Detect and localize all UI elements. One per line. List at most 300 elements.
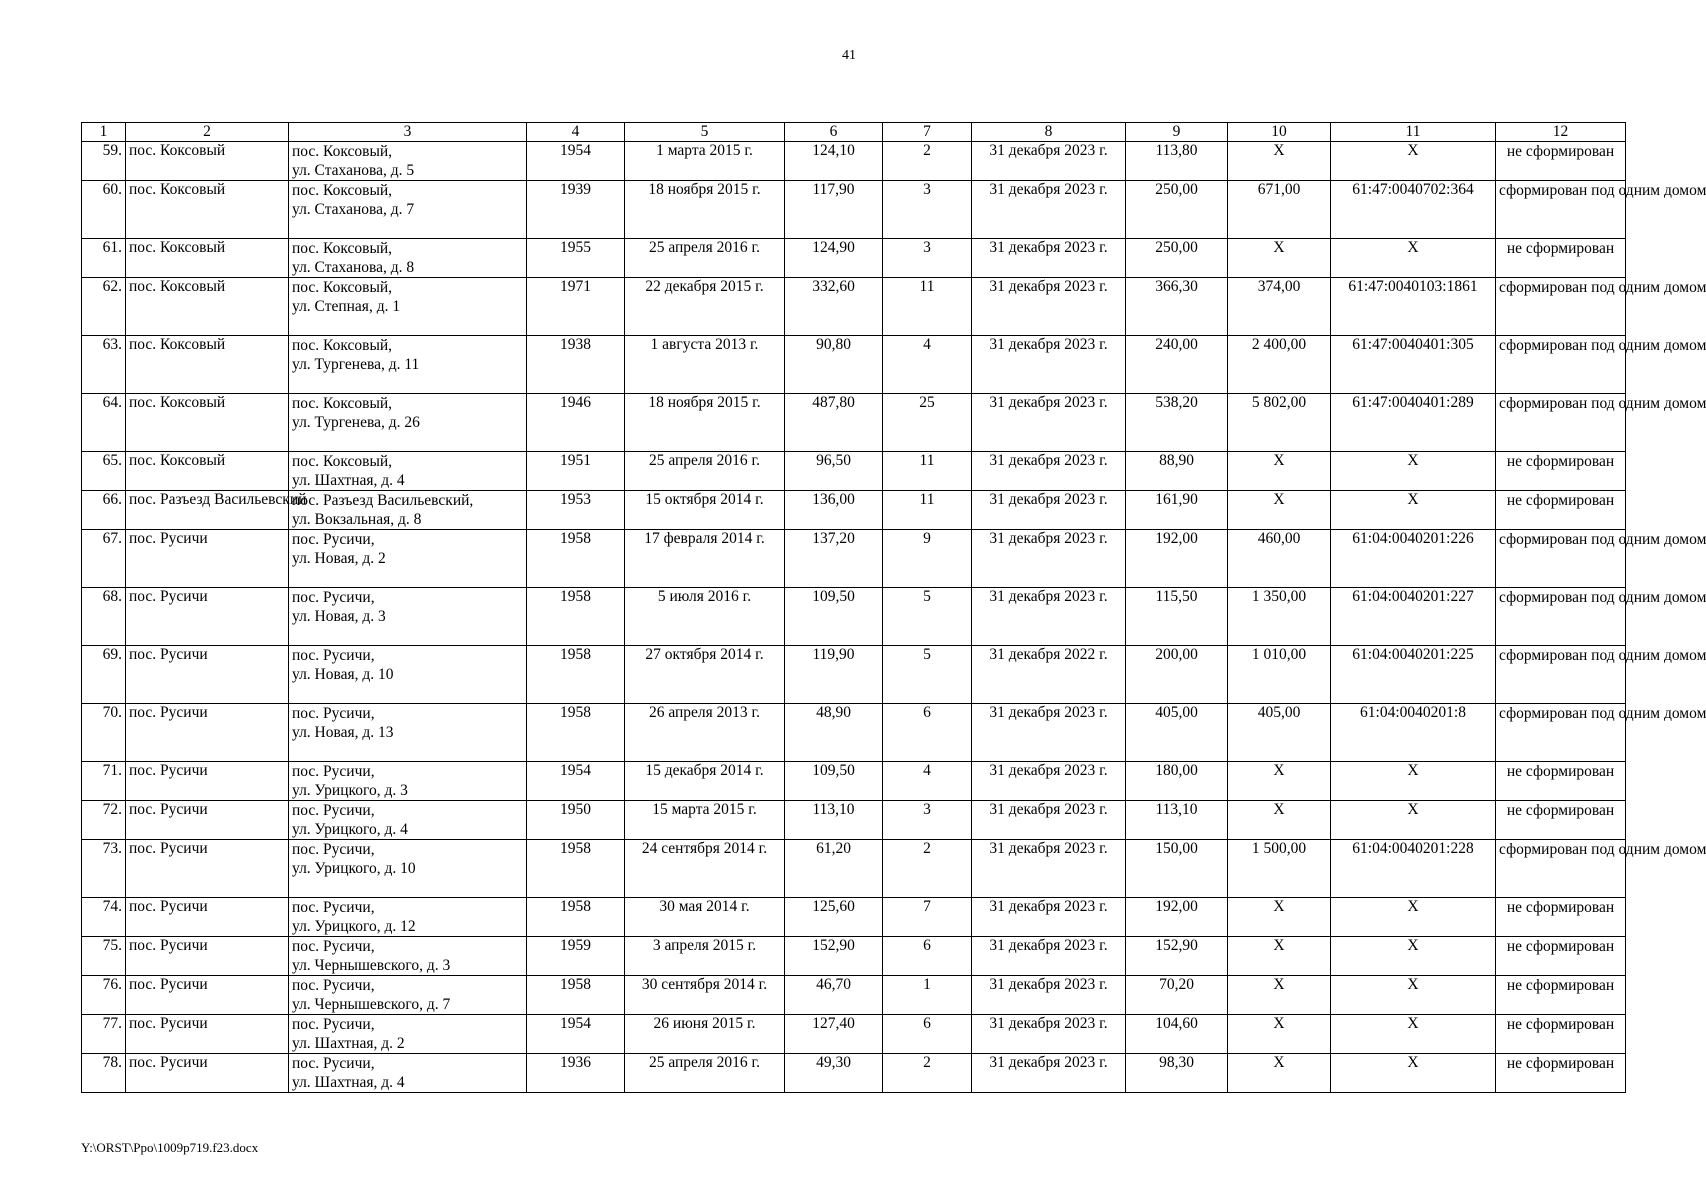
count-cell: 3 — [883, 801, 972, 840]
cadastral-number-cell: 61:47:0040103:1861 — [1331, 278, 1496, 336]
area2-cell: 538,20 — [1126, 394, 1228, 452]
year-built-cell: 1951 — [527, 452, 625, 491]
settlement-cell: пос. Русичи — [126, 530, 289, 588]
address-cell — [289, 336, 527, 394]
area-cell: 61,20 — [785, 840, 883, 898]
date-cell: 24 сентября 2014 г. — [625, 840, 785, 898]
settlement-cell: пос. Русичи — [126, 1015, 289, 1054]
land-area-cell: 1 010,00 — [1228, 646, 1331, 704]
settlement-cell: пос. Русичи — [126, 898, 289, 937]
area2-cell: 150,00 — [1126, 840, 1228, 898]
address-street-line: ул. Новая, д. 13 — [292, 724, 394, 741]
land-status-cell: сформирован под одним домом — [1496, 336, 1626, 394]
area2-cell: 192,00 — [1126, 530, 1228, 588]
land-status-cell: сформирован под одним домом — [1496, 588, 1626, 646]
land-area-cell: Х — [1228, 1054, 1331, 1093]
area2-cell: 104,60 — [1126, 1015, 1228, 1054]
cadastral-number-cell: 61:47:0040702:364 — [1331, 181, 1496, 239]
area2-cell: 192,00 — [1126, 898, 1228, 937]
year-built-cell: 1958 — [527, 976, 625, 1015]
land-area-cell: Х — [1228, 937, 1331, 976]
deadline-cell: 31 декабря 2023 г. — [972, 181, 1126, 239]
address-cell — [289, 142, 527, 181]
address-settlement-line: пос. Русичи, — [292, 841, 375, 858]
table-row — [82, 336, 1626, 394]
area2-cell: 113,80 — [1126, 142, 1228, 181]
address-cell — [289, 704, 527, 762]
date-cell: 26 апреля 2013 г. — [625, 704, 785, 762]
count-cell: 5 — [883, 588, 972, 646]
table-row — [82, 646, 1626, 704]
year-built-cell: 1954 — [527, 762, 625, 801]
count-cell: 3 — [883, 181, 972, 239]
land-area-cell: Х — [1228, 898, 1331, 937]
date-cell: 30 мая 2014 г. — [625, 898, 785, 937]
land-area-cell: 374,00 — [1228, 278, 1331, 336]
area-cell: 117,90 — [785, 181, 883, 239]
address-street-line: ул. Тургенева, д. 11 — [292, 356, 420, 373]
address-settlement-line: пос. Коксовый, — [292, 182, 393, 199]
count-cell: 1 — [883, 976, 972, 1015]
cadastral-number-cell: Х — [1331, 452, 1496, 491]
row-number: 70. — [82, 704, 126, 762]
cadastral-number-cell: Х — [1331, 801, 1496, 840]
area-cell: 136,00 — [785, 491, 883, 530]
area2-cell: 115,50 — [1126, 588, 1228, 646]
deadline-cell: 31 декабря 2023 г. — [972, 588, 1126, 646]
settlement-cell: пос. Коксовый — [126, 239, 289, 278]
deadline-cell: 31 декабря 2023 г. — [972, 937, 1126, 976]
date-cell: 22 декабря 2015 г. — [625, 278, 785, 336]
column-header: 8 — [972, 123, 1126, 142]
land-status-cell: сформирован под одним домом — [1496, 840, 1626, 898]
count-cell: 4 — [883, 762, 972, 801]
settlement-cell: пос. Русичи — [126, 762, 289, 801]
row-number: 76. — [82, 976, 126, 1015]
area-cell: 332,60 — [785, 278, 883, 336]
table-row — [82, 704, 1626, 762]
land-area-cell: Х — [1228, 762, 1331, 801]
land-status-cell: сформирован под одним домом — [1496, 530, 1626, 588]
address-street-line: ул. Вокзальная, д. 8 — [292, 511, 422, 528]
address-settlement-line: пос. Разъезд Васильевский, — [292, 492, 474, 509]
count-cell: 6 — [883, 704, 972, 762]
area2-cell: 113,10 — [1126, 801, 1228, 840]
land-area-cell: 671,00 — [1228, 181, 1331, 239]
cadastral-number-cell: Х — [1331, 937, 1496, 976]
row-number: 67. — [82, 530, 126, 588]
land-area-cell: 1 500,00 — [1228, 840, 1331, 898]
date-cell: 15 декабря 2014 г. — [625, 762, 785, 801]
row-number: 69. — [82, 646, 126, 704]
date-cell: 18 ноября 2015 г. — [625, 181, 785, 239]
deadline-cell: 31 декабря 2023 г. — [972, 491, 1126, 530]
year-built-cell: 1958 — [527, 588, 625, 646]
land-area-cell: 460,00 — [1228, 530, 1331, 588]
date-cell: 26 июня 2015 г. — [625, 1015, 785, 1054]
address-settlement-line: пос. Русичи, — [292, 977, 375, 994]
date-cell: 25 апреля 2016 г. — [625, 239, 785, 278]
year-built-cell: 1954 — [527, 1015, 625, 1054]
cadastral-number-cell: Х — [1331, 898, 1496, 937]
column-header: 12 — [1496, 123, 1626, 142]
land-area-cell: 2 400,00 — [1228, 336, 1331, 394]
land-status-cell: не сформирован — [1496, 976, 1626, 1015]
settlement-cell: пос. Разъезд Васильевский — [126, 491, 289, 530]
row-number: 66. — [82, 491, 126, 530]
address-settlement-line: пос. Русичи, — [292, 938, 375, 955]
column-header: 6 — [785, 123, 883, 142]
address-street-line: ул. Урицкого, д. 3 — [292, 782, 408, 799]
year-built-cell: 1971 — [527, 278, 625, 336]
area-cell: 152,90 — [785, 937, 883, 976]
cadastral-number-cell: Х — [1331, 762, 1496, 801]
land-status-cell: сформирован под одним домом — [1496, 704, 1626, 762]
date-cell: 5 июля 2016 г. — [625, 588, 785, 646]
address-street-line: ул. Тургенева, д. 26 — [292, 414, 420, 431]
deadline-cell: 31 декабря 2023 г. — [972, 336, 1126, 394]
address-settlement-line: пос. Русичи, — [292, 705, 375, 722]
column-header: 2 — [126, 123, 289, 142]
row-number: 62. — [82, 278, 126, 336]
row-number: 59. — [82, 142, 126, 181]
area-cell: 48,90 — [785, 704, 883, 762]
land-status-cell: не сформирован — [1496, 452, 1626, 491]
area2-cell: 250,00 — [1126, 239, 1228, 278]
count-cell: 6 — [883, 1015, 972, 1054]
row-number: 63. — [82, 336, 126, 394]
area-cell: 46,70 — [785, 976, 883, 1015]
land-status-cell: не сформирован — [1496, 239, 1626, 278]
settlement-cell: пос. Коксовый — [126, 278, 289, 336]
address-cell — [289, 801, 527, 840]
table-body — [82, 142, 1706, 1093]
row-number: 60. — [82, 181, 126, 239]
area-cell: 127,40 — [785, 1015, 883, 1054]
area2-cell: 152,90 — [1126, 937, 1228, 976]
land-status-cell: не сформирован — [1496, 937, 1626, 976]
area-cell: 90,80 — [785, 336, 883, 394]
address-settlement-line: пос. Русичи, — [292, 647, 375, 664]
land-status-cell: не сформирован — [1496, 1015, 1626, 1054]
count-cell: 7 — [883, 898, 972, 937]
area-cell: 119,90 — [785, 646, 883, 704]
year-built-cell: 1959 — [527, 937, 625, 976]
table-row — [82, 937, 1626, 976]
column-header: 4 — [527, 123, 625, 142]
address-settlement-line: пос. Русичи, — [292, 1055, 375, 1072]
deadline-cell: 31 декабря 2022 г. — [972, 646, 1126, 704]
deadline-cell: 31 декабря 2023 г. — [972, 1015, 1126, 1054]
date-cell: 30 сентября 2014 г. — [625, 976, 785, 1015]
address-street-line: ул. Чернышевского, д. 3 — [292, 957, 451, 974]
count-cell: 11 — [883, 491, 972, 530]
column-header: 1 — [82, 123, 126, 142]
column-header: 9 — [1126, 123, 1228, 142]
land-area-cell: Х — [1228, 239, 1331, 278]
address-street-line: ул. Урицкого, д. 12 — [292, 918, 416, 935]
area-cell: 125,60 — [785, 898, 883, 937]
area2-cell: 180,00 — [1126, 762, 1228, 801]
row-number: 78. — [82, 1054, 126, 1093]
table-row — [82, 898, 1626, 937]
address-settlement-line: пос. Коксовый, — [292, 240, 393, 257]
address-cell — [289, 181, 527, 239]
year-built-cell: 1958 — [527, 530, 625, 588]
address-street-line: ул. Урицкого, д. 4 — [292, 821, 408, 838]
date-cell: 1 марта 2015 г. — [625, 142, 785, 181]
cadastral-number-cell: Х — [1331, 1054, 1496, 1093]
address-settlement-line: пос. Русичи, — [292, 1016, 375, 1033]
row-number: 64. — [82, 394, 126, 452]
table-row — [82, 239, 1626, 278]
land-area-cell: 1 350,00 — [1228, 588, 1331, 646]
table-row — [82, 840, 1626, 898]
row-number: 68. — [82, 588, 126, 646]
land-area-cell: Х — [1228, 491, 1331, 530]
address-cell — [289, 588, 527, 646]
area2-cell: 98,30 — [1126, 1054, 1228, 1093]
row-number: 77. — [82, 1015, 126, 1054]
column-header: 3 — [289, 123, 527, 142]
address-cell — [289, 976, 527, 1015]
year-built-cell: 1958 — [527, 704, 625, 762]
row-number: 71. — [82, 762, 126, 801]
cadastral-number-cell: 61:04:0040201:226 — [1331, 530, 1496, 588]
count-cell: 5 — [883, 646, 972, 704]
date-cell: 25 апреля 2016 г. — [625, 452, 785, 491]
row-number: 73. — [82, 840, 126, 898]
deadline-cell: 31 декабря 2023 г. — [972, 704, 1126, 762]
address-street-line: ул. Шахтная, д. 2 — [292, 1035, 405, 1052]
land-status-cell: сформирован под одним домом — [1496, 278, 1626, 336]
page-number: 41 — [842, 48, 856, 63]
settlement-cell: пос. Русичи — [126, 976, 289, 1015]
land-area-cell: Х — [1228, 801, 1331, 840]
year-built-cell: 1950 — [527, 801, 625, 840]
area2-cell: 366,30 — [1126, 278, 1228, 336]
table-row — [82, 801, 1626, 840]
column-header: 7 — [883, 123, 972, 142]
land-status-cell: не сформирован — [1496, 762, 1626, 801]
land-status-cell: сформирован под одним домом — [1496, 181, 1626, 239]
cadastral-number-cell: Х — [1331, 1015, 1496, 1054]
area-cell: 124,10 — [785, 142, 883, 181]
year-built-cell: 1958 — [527, 646, 625, 704]
count-cell: 9 — [883, 530, 972, 588]
table-row — [82, 976, 1626, 1015]
area2-cell: 250,00 — [1126, 181, 1228, 239]
deadline-cell: 31 декабря 2023 г. — [972, 898, 1126, 937]
area2-cell: 405,00 — [1126, 704, 1228, 762]
settlement-cell: пос. Коксовый — [126, 142, 289, 181]
address-cell — [289, 762, 527, 801]
address-cell — [289, 394, 527, 452]
deadline-cell: 31 декабря 2023 г. — [972, 762, 1126, 801]
address-cell — [289, 898, 527, 937]
cadastral-number-cell: Х — [1331, 142, 1496, 181]
deadline-cell: 31 декабря 2023 г. — [972, 452, 1126, 491]
table-row — [82, 530, 1626, 588]
date-cell: 17 февраля 2014 г. — [625, 530, 785, 588]
date-cell: 15 марта 2015 г. — [625, 801, 785, 840]
table-row — [82, 181, 1626, 239]
area2-cell: 240,00 — [1126, 336, 1228, 394]
cadastral-number-cell: 61:47:0040401:305 — [1331, 336, 1496, 394]
area-cell: 49,30 — [785, 1054, 883, 1093]
cadastral-number-cell: 61:04:0040201:227 — [1331, 588, 1496, 646]
settlement-cell: пос. Коксовый — [126, 394, 289, 452]
address-cell — [289, 937, 527, 976]
year-built-cell: 1938 — [527, 336, 625, 394]
deadline-cell: 31 декабря 2023 г. — [972, 394, 1126, 452]
address-settlement-line: пос. Коксовый, — [292, 337, 393, 354]
land-area-cell: 405,00 — [1228, 704, 1331, 762]
address-settlement-line: пос. Коксовый, — [292, 395, 393, 412]
address-cell — [289, 1015, 527, 1054]
address-settlement-line: пос. Русичи, — [292, 899, 375, 916]
cadastral-number-cell: 61:04:0040201:225 — [1331, 646, 1496, 704]
land-area-cell: 5 802,00 — [1228, 394, 1331, 452]
address-street-line: ул. Новая, д. 10 — [292, 666, 394, 683]
land-status-cell: не сформирован — [1496, 801, 1626, 840]
deadline-cell: 31 декабря 2023 г. — [972, 239, 1126, 278]
address-settlement-line: пос. Русичи, — [292, 531, 375, 548]
row-number: 75. — [82, 937, 126, 976]
address-cell — [289, 452, 527, 491]
land-area-cell: Х — [1228, 142, 1331, 181]
cadastral-number-cell: Х — [1331, 239, 1496, 278]
count-cell: 3 — [883, 239, 972, 278]
land-status-cell: не сформирован — [1496, 142, 1626, 181]
address-settlement-line: пос. Коксовый, — [292, 143, 393, 160]
table-row — [82, 394, 1626, 452]
year-built-cell: 1954 — [527, 142, 625, 181]
address-street-line: ул. Степная, д. 1 — [292, 298, 401, 315]
deadline-cell: 31 декабря 2023 г. — [972, 801, 1126, 840]
date-cell: 18 ноября 2015 г. — [625, 394, 785, 452]
file-path-footer: Y:\ORST\Ppo\1009p719.f23.docx — [81, 1140, 259, 1155]
area-cell: 96,50 — [785, 452, 883, 491]
area2-cell: 88,90 — [1126, 452, 1228, 491]
column-number-row — [82, 123, 1626, 142]
count-cell: 25 — [883, 394, 972, 452]
deadline-cell: 31 декабря 2023 г. — [972, 278, 1126, 336]
land-status-cell: сформирован под одним домом — [1496, 394, 1626, 452]
settlement-cell: пос. Коксовый — [126, 181, 289, 239]
settlement-cell: пос. Русичи — [126, 840, 289, 898]
area2-cell: 200,00 — [1126, 646, 1228, 704]
column-header: 11 — [1331, 123, 1496, 142]
area-cell: 487,80 — [785, 394, 883, 452]
date-cell: 1 августа 2013 г. — [625, 336, 785, 394]
address-cell — [289, 530, 527, 588]
count-cell: 2 — [883, 142, 972, 181]
cadastral-number-cell: 61:04:0040201:8 — [1331, 704, 1496, 762]
deadline-cell: 31 декабря 2023 г. — [972, 976, 1126, 1015]
settlement-cell: пос. Русичи — [126, 646, 289, 704]
address-cell — [289, 239, 527, 278]
address-street-line: ул. Новая, д. 2 — [292, 550, 386, 567]
table-row — [82, 1054, 1626, 1093]
table-row — [82, 491, 1626, 530]
settlement-cell: пос. Коксовый — [126, 336, 289, 394]
deadline-cell: 31 декабря 2023 г. — [972, 530, 1126, 588]
address-settlement-line: пос. Коксовый, — [292, 279, 393, 296]
land-status-cell: не сформирован — [1496, 1054, 1626, 1093]
row-number: 65. — [82, 452, 126, 491]
area-cell: 137,20 — [785, 530, 883, 588]
row-number: 61. — [82, 239, 126, 278]
year-built-cell: 1958 — [527, 840, 625, 898]
column-header: 5 — [625, 123, 785, 142]
year-built-cell: 1939 — [527, 181, 625, 239]
land-status-cell: не сформирован — [1496, 898, 1626, 937]
address-settlement-line: пос. Коксовый, — [292, 453, 393, 470]
area-cell: 113,10 — [785, 801, 883, 840]
cadastral-number-cell: 61:47:0040401:289 — [1331, 394, 1496, 452]
address-street-line: ул. Чернышевского, д. 7 — [292, 996, 451, 1013]
settlement-cell: пос. Русичи — [126, 801, 289, 840]
area2-cell: 70,20 — [1126, 976, 1228, 1015]
year-built-cell: 1936 — [527, 1054, 625, 1093]
date-cell: 3 апреля 2015 г. — [625, 937, 785, 976]
cadastral-number-cell: Х — [1331, 491, 1496, 530]
count-cell: 4 — [883, 336, 972, 394]
count-cell: 11 — [883, 452, 972, 491]
count-cell: 2 — [883, 840, 972, 898]
address-street-line: ул. Шахтная, д. 4 — [292, 472, 405, 489]
date-cell: 15 октября 2014 г. — [625, 491, 785, 530]
settlement-cell: пос. Русичи — [126, 1054, 289, 1093]
year-built-cell: 1946 — [527, 394, 625, 452]
area-cell: 124,90 — [785, 239, 883, 278]
column-header: 10 — [1228, 123, 1331, 142]
settlement-cell: пос. Русичи — [126, 704, 289, 762]
address-street-line: ул. Стаханова, д. 7 — [292, 201, 415, 218]
address-cell — [289, 278, 527, 336]
count-cell: 2 — [883, 1054, 972, 1093]
deadline-cell: 31 декабря 2023 г. — [972, 142, 1126, 181]
address-street-line: ул. Стаханова, д. 5 — [292, 162, 415, 179]
land-status-cell: не сформирован — [1496, 491, 1626, 530]
area-cell: 109,50 — [785, 588, 883, 646]
address-settlement-line: пос. Русичи, — [292, 802, 375, 819]
settlement-cell: пос. Коксовый — [126, 452, 289, 491]
address-street-line: ул. Новая, д. 3 — [292, 608, 386, 625]
land-area-cell: Х — [1228, 1015, 1331, 1054]
area-cell: 109,50 — [785, 762, 883, 801]
area2-cell: 161,90 — [1126, 491, 1228, 530]
year-built-cell: 1958 — [527, 898, 625, 937]
address-cell — [289, 1054, 527, 1093]
year-built-cell: 1955 — [527, 239, 625, 278]
housing-register-table — [81, 122, 1706, 1093]
table-row — [82, 452, 1626, 491]
address-street-line: ул. Шахтная, д. 4 — [292, 1074, 405, 1091]
date-cell: 27 октября 2014 г. — [625, 646, 785, 704]
count-cell: 6 — [883, 937, 972, 976]
table-row — [82, 278, 1626, 336]
address-cell — [289, 491, 527, 530]
row-number: 72. — [82, 801, 126, 840]
land-status-cell: сформирован под одним домом — [1496, 646, 1626, 704]
address-street-line: ул. Стаханова, д. 8 — [292, 259, 415, 276]
address-settlement-line: пос. Русичи, — [292, 589, 375, 606]
address-settlement-line: пос. Русичи, — [292, 763, 375, 780]
table-row — [82, 1015, 1626, 1054]
deadline-cell: 31 декабря 2023 г. — [972, 840, 1126, 898]
